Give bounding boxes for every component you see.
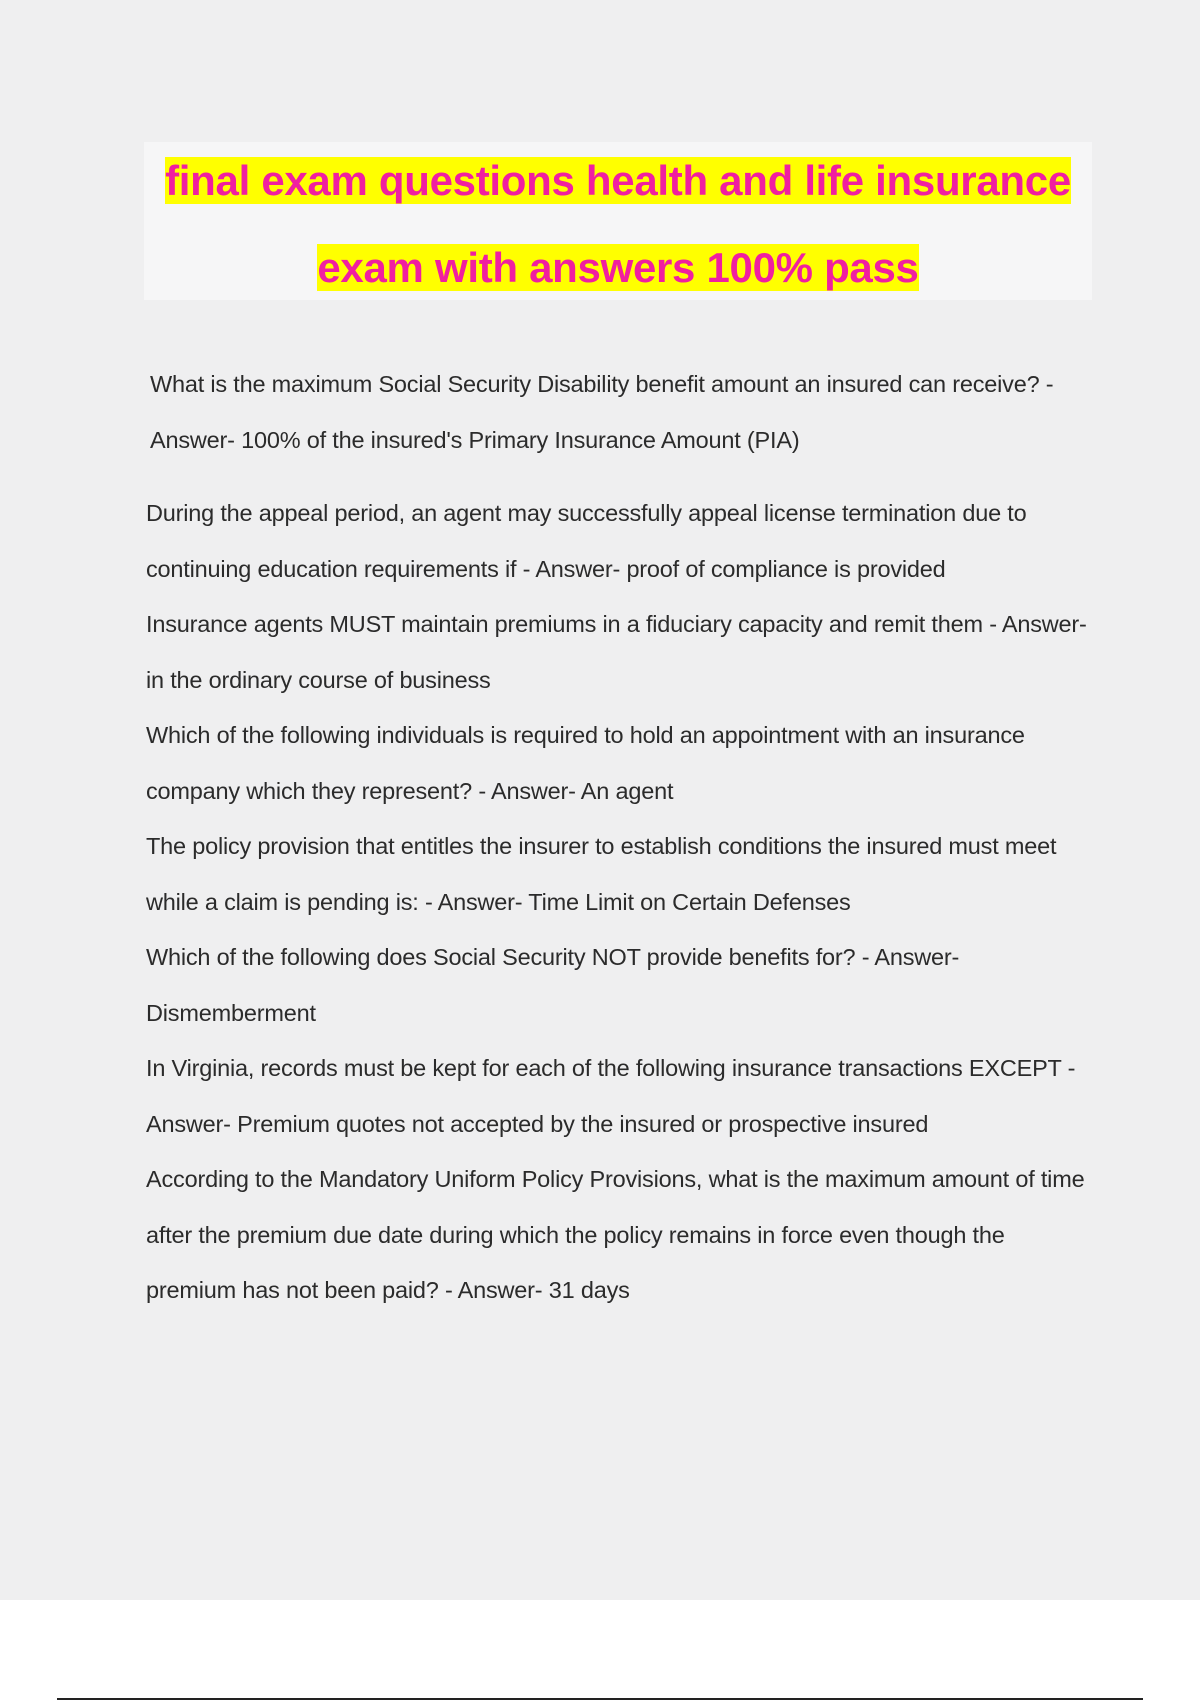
qa-item: According to the Mandatory Uniform Policy Provisions, what is the maximum amount of time after the premium due date during which the policy remains in force even though the premium has not been paid? - Answer- 31 days <box>146 1166 1085 1303</box>
qa-item: The policy provision that entitles the insurer to establish conditions the insured must meet while a claim is pending is: - Answer- Time Limit on Certain Defenses <box>146 833 1057 915</box>
page-title <box>144 142 1092 316</box>
page-footer <box>0 1600 1200 1700</box>
qa-item: Which of the following individuals is required to hold an appointment with an insurance company which they represent? - Answer- An agent <box>146 722 1025 804</box>
qa-item: Which of the following does Social Security NOT provide benefits for? - Answer- Dismemberment <box>146 944 960 1026</box>
qa-list <box>146 357 1096 1319</box>
title-line-1: final exam questions health and life insurance <box>165 157 1071 204</box>
qa-item: During the appeal period, an agent may successfully appeal license termination due to continuing education requirements if - Answer- proof of compliance is provided <box>146 500 1027 582</box>
qa-item: What is the maximum Social Security Disability benefit amount an insured can receive? - Answer- 100% of the insured's Primary Insurance Amount (PIA) <box>150 371 1054 453</box>
qa-item: Insurance agents MUST maintain premiums in a fiduciary capacity and remit them - Answer- in the ordinary course of business <box>146 611 1087 693</box>
title-block <box>144 142 1092 300</box>
title-line-2: exam with answers 100% pass <box>317 244 919 291</box>
qa-item: In Virginia, records must be kept for each of the following insurance transactions EXCEPT - Answer- Premium quotes not accepted by the insured or prospective insured <box>146 1055 1076 1137</box>
